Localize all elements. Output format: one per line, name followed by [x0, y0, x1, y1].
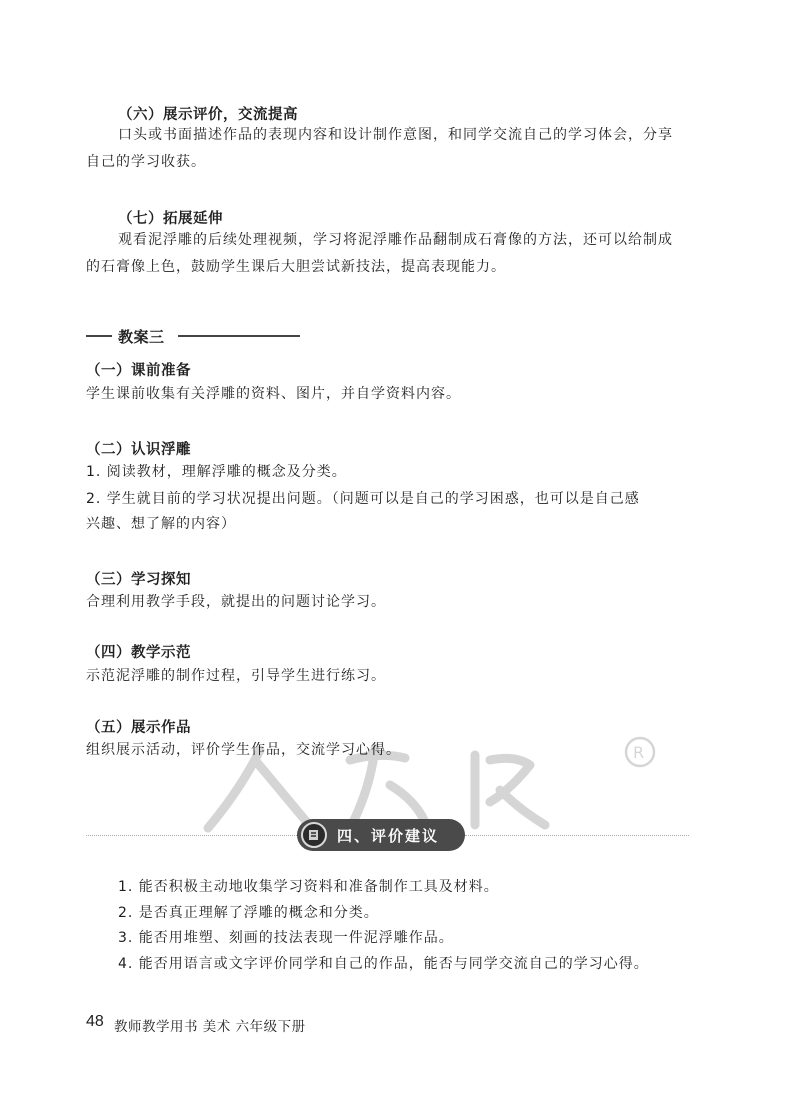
evaluation-item-3: 3. 能否用堆塑、刻画的技法表现一件泥浮雕作品。 [118, 930, 454, 946]
plan-two-line-1: 1. 阅读教材，理解浮雕的概念及分类。 [86, 464, 347, 480]
banner-dotted-line-left [86, 835, 297, 836]
evaluation-item-4: 4. 能否用语言或文字评价同学和自己的作品，能否与同学交流自己的学习心得。 [118, 956, 649, 972]
plan-one-line-1: 学生课前收集有关浮雕的资料、图片，并自学资料内容。 [86, 386, 461, 402]
section-heading-seven: （七）拓展延伸 [118, 211, 223, 227]
plan-four-line-1: 示范泥浮雕的制作过程，引导学生进行练习。 [86, 668, 386, 684]
page-number: 48 [86, 1013, 104, 1030]
evaluation-item-1: 1. 能否积极主动地收集学习资料和准备制作工具及材料。 [118, 879, 499, 895]
plan-heading-two: （二）认识浮雕 [86, 442, 191, 458]
section-six-line-1: 口头或书面描述作品的表现内容和设计制作意图，和同学交流自己的学习体会，分享 [118, 127, 673, 143]
section-badge-icon [301, 822, 327, 848]
lesson-plan-title: 教案三 [118, 328, 165, 346]
evaluation-item-2: 2. 是否真正理解了浮雕的概念和分类。 [118, 905, 379, 921]
plan-five-line-1: 组织展示活动，评价学生作品，交流学习心得。 [86, 742, 401, 758]
plan-three-line-1: 合理利用教学手段，就提出的问题讨论学习。 [86, 594, 386, 610]
title-rule-left [86, 335, 112, 337]
plan-heading-four: （四）教学示范 [86, 645, 191, 661]
plan-heading-three: （三）学习探知 [86, 572, 191, 588]
title-rule-right [178, 335, 300, 337]
banner-dotted-line-right [465, 835, 689, 836]
plan-two-line-3: 兴趣、想了解的内容） [86, 516, 236, 532]
svg-text:R: R [633, 743, 645, 762]
section-six-line-2: 自己的学习收获。 [86, 154, 206, 170]
plan-heading-five: （五）展示作品 [86, 720, 191, 736]
book-title-footer: 教师教学用书 美术 六年级下册 [114, 1019, 306, 1035]
section-banner-title: 四、评价建议 [337, 827, 440, 845]
plan-heading-one: （一）课前准备 [86, 363, 191, 379]
section-heading-six: （六）展示评价，交流提高 [118, 107, 298, 123]
section-seven-line-1: 观看泥浮雕的后续处理视频，学习将泥浮雕作品翻制成石膏像的方法，还可以给制成 [118, 232, 673, 248]
section-banner [297, 819, 465, 851]
plan-two-line-2: 2. 学生就目前的学习状况提出问题。（问题可以是自己的学习困惑，也可以是自己感 [86, 491, 640, 507]
section-seven-line-2: 的石膏像上色，鼓励学生课后大胆尝试新技法，提高表现能力。 [86, 259, 506, 275]
